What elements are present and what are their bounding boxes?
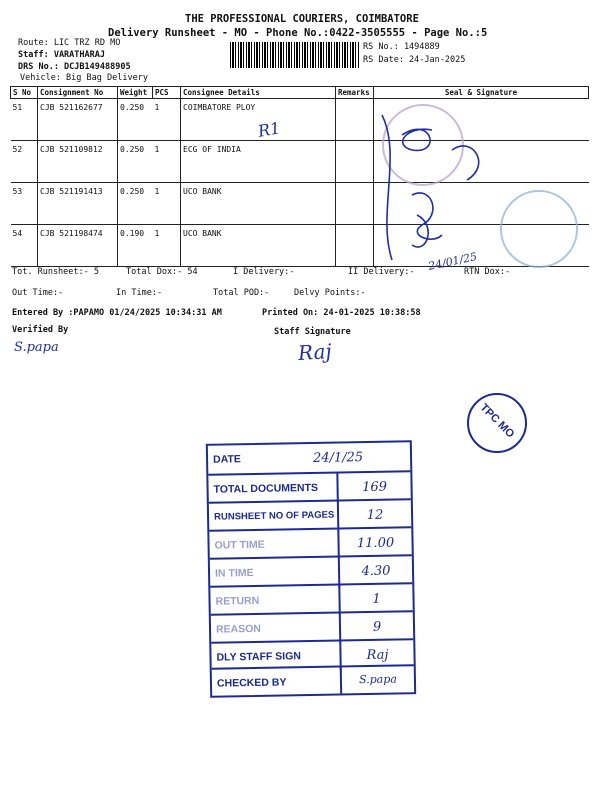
stamp-row-reason: REASON 9 [211,610,414,645]
row-remarks [336,99,374,141]
row-consignment: CJB 521198474 [38,225,118,267]
delvy-points: Delvy Points:- [294,288,366,298]
rs-date: RS Date: 24-Jan-2025 [363,55,466,65]
row-consignee: UCO BANK [181,225,336,267]
row-sno: 54 [11,225,38,267]
out-time: Out Time:- [12,288,64,298]
stamp-row-return: RETURN 1 [210,582,413,617]
verified-by: Verified By [12,325,69,335]
row-pcs: 1 [153,183,181,225]
col-remarks: Remarks [336,87,374,99]
row-consignee: ECG OF INDIA [181,141,336,183]
stamp-row-dly-staff-sign: DLY STAFF SIGN Raj [211,638,414,673]
total-pod: Total POD:- [213,288,270,298]
row-weight: 0.250 [118,183,153,225]
row-remarks [336,183,374,225]
tpc-seal [467,393,527,453]
stamp-row-in-time: IN TIME 4.30 [210,554,413,589]
route-text: Route: LIC TRZ RD MO [18,38,121,48]
col-pcs: PCS [153,87,181,99]
row-consignment: CJB 521109812 [38,141,118,183]
stamp-row-date: DATE 24/1/25 [212,450,364,466]
rs-number: RS No.: 1494889 [363,42,440,52]
runsheet-title: Delivery Runsheet - MO - Phone No.:0422-3505555 - Page No.:5 [108,27,488,39]
staff-signature: Raj [297,338,333,366]
seal-signature-scribble [372,95,522,265]
stamp-row-total-documents: TOTAL DOCUMENTS 169 [208,470,411,505]
col-sno: S No [11,87,38,99]
tpc-seal-text: TPC MO [477,401,517,441]
row-consignment: CJB 521191413 [38,183,118,225]
verified-signature: S.papa [14,340,59,355]
ii-delivery: II Delivery:- [348,267,415,277]
col-consignment: Consignment No [38,87,118,99]
entered-by: Entered By :PAPAMO 01/24/2025 10:34:31 AM [12,308,222,318]
i-delivery: I Delivery:- [233,267,295,277]
drs-number: DRS No.: DCJB149488905 [18,62,131,72]
row-pcs: 1 [153,141,181,183]
row-weight: 0.250 [118,99,153,141]
barcode [230,42,360,68]
row-remarks [336,141,374,183]
stamp-row-pages: RUNSHEET NO OF PAGES 12 [209,498,412,533]
printed-on: Printed On: 24-01-2025 10:38:58 [262,308,421,318]
company-name: THE PROFESSIONAL COURIERS, COIMBATORE [185,13,419,25]
row-consignment: CJB 521162677 [38,99,118,141]
vehicle-text: Vehicle: Big Bag Delivery [20,73,148,83]
in-time: In Time:- [116,288,163,298]
handwritten-date: 24/01/25 [427,250,479,273]
rtn-dox: RTN Dox:- [464,267,511,277]
staff-text: Staff: VARATHARAJ [18,50,105,60]
staff-signature-label: Staff Signature [274,327,351,337]
row-weight: 0.190 [118,225,153,267]
col-consignee: Consignee Details [181,87,336,99]
remark-handwriting: R1 [256,118,282,141]
row-pcs: 1 [153,225,181,267]
summary-stamp [206,440,416,698]
stamp-row-checked-by: CHECKED BY S.papa [212,664,414,696]
col-seal: Seal & Signature [374,87,589,99]
row-sno: 52 [11,141,38,183]
row-consignee: COIMBATORE PLOY [181,99,336,141]
row-weight: 0.250 [118,141,153,183]
row-sno: 53 [11,183,38,225]
stamp-row-out-time: OUT TIME 11.00 [209,526,412,561]
row-pcs: 1 [153,99,181,141]
row-consignee: UCO BANK [181,183,336,225]
total-dox: Total Dox:- 54 [126,267,198,277]
row-remarks [336,225,374,267]
row-sno: 51 [11,99,38,141]
col-weight: Weight [118,87,153,99]
tot-runsheet: Tot. Runsheet:- 5 [12,267,99,277]
